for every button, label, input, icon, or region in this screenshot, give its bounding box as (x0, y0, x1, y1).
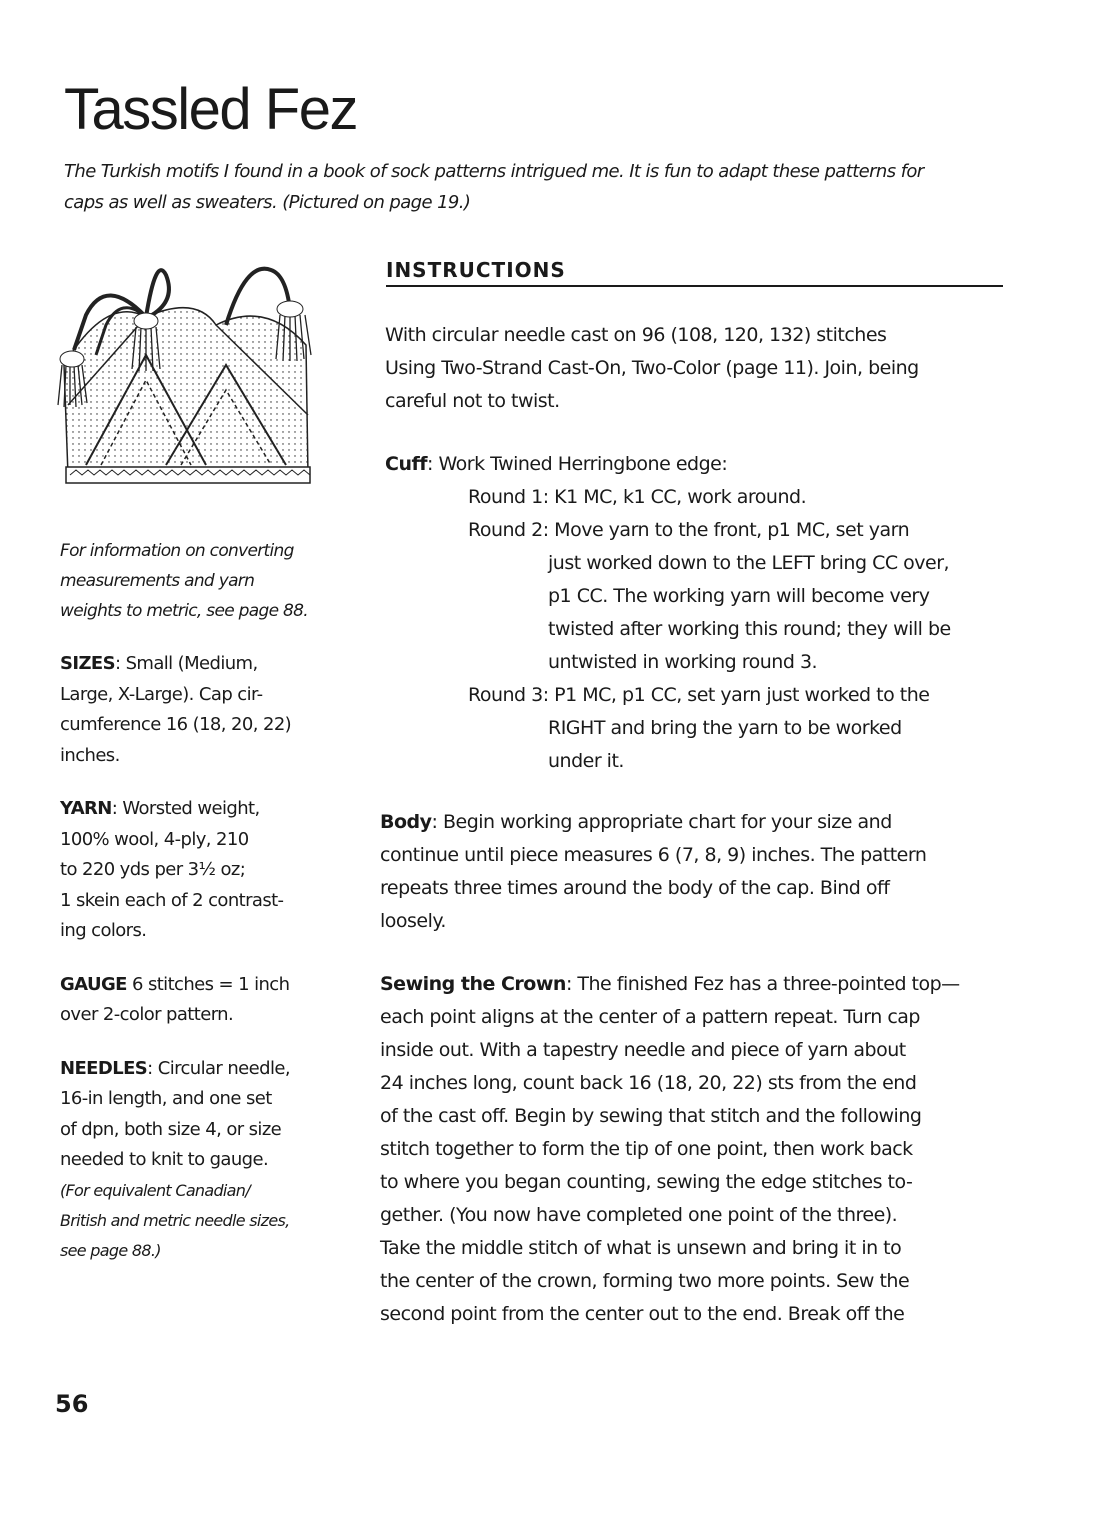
round-2-line: just worked down to the LEFT bring CC over, (548, 552, 950, 574)
round-3: Round 3: P1 MC, p1 CC, set yarn just worked to the (468, 684, 930, 706)
round-2-line: p1 CC. The working yarn will become very (548, 585, 930, 607)
note-line: For information on converting (60, 541, 294, 561)
sizes-line (60, 649, 350, 680)
needles-note-line: see page 88.) (60, 1240, 161, 1260)
cuff-line (385, 448, 1005, 481)
crown-line: 24 inches long, count back 16 (18, 20, 22) sts from the end (380, 1072, 917, 1094)
yarn-line (60, 794, 350, 825)
crown-line: Take the middle stitch of what is unsewn and bring it in to (380, 1237, 902, 1259)
page-title: Tassled Fez (64, 77, 357, 142)
instructions-column (380, 258, 1005, 1331)
crown-line: of the cast off. Begin by sewing that stitch and the following (380, 1105, 922, 1127)
crown-line: inside out. With a tapestry needle and piece of yarn about (380, 1039, 906, 1061)
instructions-heading: INSTRUCTIONS (386, 258, 1003, 287)
yarn-line: to 220 yds per 3½ oz; (60, 859, 246, 880)
cuff-text: : Work Twined Herringbone edge: (427, 453, 728, 475)
sizes-text: : Small (Medium, (114, 653, 258, 674)
round-2-line: untwisted in working round 3. (548, 651, 818, 673)
intro-text (64, 156, 984, 218)
page-number: 56 (55, 1390, 89, 1418)
crown-label: Sewing the Crown (380, 973, 566, 995)
crown-text: : The finished Fez has a three-pointed top— (565, 973, 960, 995)
needles-note-line: British and metric needle sizes, (60, 1210, 290, 1230)
crown-line: gether. (You now have completed one point of the three). (380, 1204, 898, 1226)
sidebar (60, 536, 350, 1266)
yarn-text: : Worsted weight, (111, 798, 260, 819)
sizes-line: inches. (60, 744, 120, 766)
body-paragraph (380, 806, 1005, 938)
gauge-label: GAUGE (60, 973, 127, 995)
round-3-line: under it. (548, 750, 624, 772)
fez-illustration (46, 255, 346, 495)
crown-line: each point aligns at the center of a pattern repeat. Turn cap (380, 1006, 920, 1028)
sizes-line: Large, X-Large). Cap cir- (60, 683, 263, 705)
body-text: : Begin working appropriate chart for your size and (431, 811, 892, 833)
yarn-line: 100% wool, 4-ply, 210 (60, 828, 249, 850)
needles-line (60, 1054, 350, 1085)
yarn-line: ing colors. (60, 920, 147, 941)
round-2-line: twisted after working this round; they will be (548, 618, 951, 640)
round-1: Round 1: K1 MC, k1 CC, work around. (468, 486, 807, 508)
round-2: Round 2: Move yarn to the front, p1 MC, set yarn (468, 519, 910, 541)
crown-line: second point from the center out to the end. Break off the (380, 1303, 905, 1325)
body-line: continue until piece measures 6 (7, 8, 9) inches. The pattern (380, 844, 927, 866)
gauge-line (60, 970, 350, 1001)
crown-line: stitch together to form the tip of one point, then work back (380, 1138, 913, 1160)
crown-line: the center of the crown, forming two more points. Sew the (380, 1270, 910, 1292)
needles-note-line: (For equivalent Canadian/ (60, 1180, 250, 1200)
cuff-paragraph (385, 448, 1005, 778)
sizes-label: SIZES (60, 653, 115, 674)
note-line: weights to metric, see page 88. (60, 601, 308, 621)
needles-line: needed to knit to gauge. (60, 1149, 269, 1170)
yarn-block (60, 794, 350, 947)
yarn-line: 1 skein each of 2 contrast- (60, 889, 284, 911)
crown-line (380, 968, 1005, 1001)
cast-on-line: With circular needle cast on 96 (108, 120, 132) stitches (385, 324, 887, 346)
cast-on-paragraph (385, 319, 1005, 418)
crown-line: to where you began counting, sewing the edge stitches to- (380, 1171, 913, 1193)
needles-line: of dpn, both size 4, or size (60, 1118, 282, 1140)
yarn-label: YARN (60, 798, 112, 819)
gauge-line: over 2-color pattern. (60, 1004, 234, 1025)
needles-line: 16-in length, and one set (60, 1088, 272, 1109)
sizes-block (60, 649, 350, 771)
body-label: Body (380, 811, 432, 833)
round-3-line: RIGHT and bring the yarn to be worked (548, 717, 902, 739)
intro-line: The Turkish motifs I found in a book of sock patterns intrigued me. It is fun to adapt these patterns for (64, 161, 924, 182)
needles-note (60, 1176, 350, 1266)
intro-line: caps as well as sweaters. (Pictured on page 19.) (64, 192, 471, 213)
gauge-text: 6 stitches = 1 inch (126, 973, 290, 995)
cast-on-line: careful not to twist. (385, 390, 560, 412)
body-line: repeats three times around the body of the cap. Bind off (380, 877, 890, 899)
cast-on-line: Using Two-Strand Cast-On, Two-Color (page 11). Join, being (385, 357, 919, 379)
needles-block (60, 1054, 350, 1266)
gauge-block (60, 970, 350, 1031)
metric-note (60, 536, 350, 626)
body-line (380, 806, 1005, 839)
crown-paragraph (380, 968, 1005, 1331)
sizes-line: cumference 16 (18, 20, 22) (60, 714, 292, 735)
cuff-label: Cuff (385, 453, 428, 475)
note-line: measurements and yarn (60, 571, 255, 591)
needles-label: NEEDLES (60, 1057, 148, 1079)
body-line: loosely. (380, 910, 446, 932)
needles-text: : Circular needle, (147, 1057, 290, 1079)
